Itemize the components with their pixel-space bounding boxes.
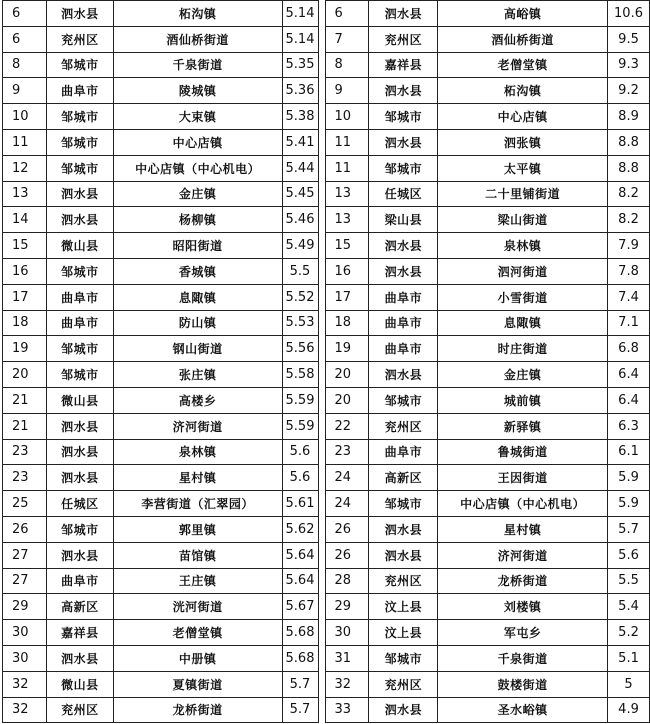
rank-cell: 8 bbox=[325, 52, 369, 78]
value-cell: 5.58 bbox=[282, 362, 318, 388]
town-cell: 高峪镇 bbox=[438, 1, 608, 27]
rank-cell: 7 bbox=[325, 26, 369, 52]
county-cell: 高新区 bbox=[369, 465, 438, 491]
county-cell: 邹城市 bbox=[46, 155, 113, 181]
county-cell: 邹城市 bbox=[46, 129, 113, 155]
county-cell: 泗水县 bbox=[46, 1, 113, 27]
town-cell: 千泉街道 bbox=[113, 52, 282, 78]
table-row bbox=[3, 491, 319, 517]
county-cell: 兖州区 bbox=[369, 26, 438, 52]
value-cell: 6.4 bbox=[608, 387, 650, 413]
town-cell: 中心店镇（中心机电） bbox=[438, 491, 608, 517]
town-cell: 济河街道 bbox=[113, 413, 282, 439]
table-row bbox=[3, 1, 319, 27]
value-cell: 9.5 bbox=[608, 26, 650, 52]
rank-cell: 6 bbox=[3, 1, 47, 27]
county-cell: 泗水县 bbox=[46, 207, 113, 233]
rank-cell: 9 bbox=[325, 78, 369, 104]
rank-cell: 24 bbox=[325, 491, 369, 517]
county-cell: 泗水县 bbox=[369, 129, 438, 155]
value-cell: 5.59 bbox=[282, 387, 318, 413]
table-row bbox=[3, 465, 319, 491]
town-cell: 星村镇 bbox=[438, 516, 608, 542]
value-cell: 5.14 bbox=[282, 26, 318, 52]
county-cell: 泗水县 bbox=[369, 233, 438, 259]
value-cell: 4.9 bbox=[608, 697, 650, 723]
table-row bbox=[325, 207, 650, 233]
table-row bbox=[3, 697, 319, 723]
town-cell: 泗张镇 bbox=[438, 129, 608, 155]
value-cell: 5.44 bbox=[282, 155, 318, 181]
town-cell: 金庄镇 bbox=[438, 362, 608, 388]
table-row bbox=[3, 52, 319, 78]
town-cell: 柘沟镇 bbox=[113, 1, 282, 27]
county-cell: 邹城市 bbox=[46, 362, 113, 388]
value-cell: 5.4 bbox=[608, 594, 650, 620]
value-cell: 5.62 bbox=[282, 516, 318, 542]
rank-cell: 32 bbox=[3, 671, 47, 697]
rank-cell: 15 bbox=[325, 233, 369, 259]
county-cell: 泗水县 bbox=[369, 542, 438, 568]
town-cell: 李营街道（汇翠园） bbox=[113, 491, 282, 517]
value-cell: 9.2 bbox=[608, 78, 650, 104]
left-ranking-table bbox=[2, 0, 319, 723]
town-cell: 柘沟镇 bbox=[438, 78, 608, 104]
value-cell: 5.7 bbox=[282, 697, 318, 723]
county-cell: 曲阜市 bbox=[369, 336, 438, 362]
table-row bbox=[3, 336, 319, 362]
value-cell: 10.6 bbox=[608, 1, 650, 27]
rank-cell: 11 bbox=[3, 129, 47, 155]
table-row bbox=[325, 594, 650, 620]
town-cell: 鲁城街道 bbox=[438, 439, 608, 465]
table-row bbox=[325, 181, 650, 207]
value-cell: 8.2 bbox=[608, 207, 650, 233]
rank-cell: 6 bbox=[3, 26, 47, 52]
county-cell: 曲阜市 bbox=[369, 284, 438, 310]
county-cell: 汶上县 bbox=[369, 594, 438, 620]
town-cell: 千泉街道 bbox=[438, 645, 608, 671]
rank-cell: 11 bbox=[325, 129, 369, 155]
county-cell: 泗水县 bbox=[369, 78, 438, 104]
rank-cell: 30 bbox=[325, 620, 369, 646]
rank-cell: 20 bbox=[325, 362, 369, 388]
county-cell: 任城区 bbox=[369, 181, 438, 207]
county-cell: 泗水县 bbox=[46, 542, 113, 568]
table-row bbox=[325, 52, 650, 78]
table-row bbox=[3, 542, 319, 568]
county-cell: 梁山县 bbox=[369, 207, 438, 233]
rank-cell: 30 bbox=[3, 645, 47, 671]
rank-cell: 15 bbox=[3, 233, 47, 259]
town-cell: 防山镇 bbox=[113, 310, 282, 336]
town-cell: 息陬镇 bbox=[438, 310, 608, 336]
town-cell: 老僧堂镇 bbox=[438, 52, 608, 78]
value-cell: 5.6 bbox=[282, 465, 318, 491]
rank-cell: 29 bbox=[325, 594, 369, 620]
town-cell: 新驿镇 bbox=[438, 413, 608, 439]
table-row bbox=[325, 362, 650, 388]
value-cell: 5.6 bbox=[282, 439, 318, 465]
town-cell: 王庄镇 bbox=[113, 568, 282, 594]
county-cell: 曲阜市 bbox=[46, 284, 113, 310]
rank-cell: 13 bbox=[325, 207, 369, 233]
value-cell: 5.45 bbox=[282, 181, 318, 207]
rank-cell: 22 bbox=[325, 413, 369, 439]
town-cell: 洸河街道 bbox=[113, 594, 282, 620]
right-ranking-table bbox=[325, 0, 650, 723]
table-row bbox=[325, 413, 650, 439]
table-row bbox=[3, 233, 319, 259]
county-cell: 任城区 bbox=[46, 491, 113, 517]
table-row bbox=[325, 336, 650, 362]
county-cell: 邹城市 bbox=[369, 491, 438, 517]
town-cell: 梁山街道 bbox=[438, 207, 608, 233]
table-row bbox=[3, 78, 319, 104]
table-row bbox=[3, 129, 319, 155]
town-cell: 息陬镇 bbox=[113, 284, 282, 310]
rank-cell: 26 bbox=[325, 516, 369, 542]
value-cell: 5.49 bbox=[282, 233, 318, 259]
value-cell: 6.1 bbox=[608, 439, 650, 465]
county-cell: 兖州区 bbox=[369, 671, 438, 697]
town-cell: 酒仙桥街道 bbox=[438, 26, 608, 52]
table-row bbox=[3, 413, 319, 439]
town-cell: 二十里铺街道 bbox=[438, 181, 608, 207]
table-row bbox=[325, 1, 650, 27]
rank-cell: 10 bbox=[325, 104, 369, 130]
table-row bbox=[3, 155, 319, 181]
county-cell: 曲阜市 bbox=[369, 310, 438, 336]
rank-cell: 32 bbox=[325, 671, 369, 697]
town-cell: 郭里镇 bbox=[113, 516, 282, 542]
county-cell: 曲阜市 bbox=[46, 568, 113, 594]
value-cell: 5.41 bbox=[282, 129, 318, 155]
value-cell: 5.6 bbox=[608, 542, 650, 568]
value-cell: 5.5 bbox=[608, 568, 650, 594]
county-cell: 邹城市 bbox=[369, 155, 438, 181]
value-cell: 5.68 bbox=[282, 620, 318, 646]
right-table-body bbox=[325, 1, 650, 723]
rank-cell: 33 bbox=[325, 697, 369, 723]
town-cell: 中册镇 bbox=[113, 645, 282, 671]
table-row bbox=[3, 26, 319, 52]
table-row bbox=[325, 465, 650, 491]
rank-cell: 21 bbox=[3, 387, 47, 413]
value-cell: 5.64 bbox=[282, 542, 318, 568]
rank-cell: 6 bbox=[325, 1, 369, 27]
town-cell: 龙桥街道 bbox=[438, 568, 608, 594]
town-cell: 星村镇 bbox=[113, 465, 282, 491]
table-row bbox=[3, 594, 319, 620]
town-cell: 泉林镇 bbox=[113, 439, 282, 465]
county-cell: 泗水县 bbox=[46, 413, 113, 439]
value-cell: 5.36 bbox=[282, 78, 318, 104]
rank-cell: 14 bbox=[3, 207, 47, 233]
value-cell: 8.8 bbox=[608, 129, 650, 155]
county-cell: 泗水县 bbox=[369, 258, 438, 284]
value-cell: 5.52 bbox=[282, 284, 318, 310]
table-row bbox=[3, 645, 319, 671]
table-row bbox=[3, 104, 319, 130]
value-cell: 6.3 bbox=[608, 413, 650, 439]
town-cell: 大束镇 bbox=[113, 104, 282, 130]
table-row bbox=[3, 362, 319, 388]
value-cell: 5.9 bbox=[608, 465, 650, 491]
rank-cell: 31 bbox=[325, 645, 369, 671]
rank-cell: 12 bbox=[3, 155, 47, 181]
town-cell: 圣水峪镇 bbox=[438, 697, 608, 723]
county-cell: 微山县 bbox=[46, 387, 113, 413]
rank-cell: 20 bbox=[325, 387, 369, 413]
table-row bbox=[3, 310, 319, 336]
rank-cell: 9 bbox=[3, 78, 47, 104]
left-table-body bbox=[3, 1, 319, 723]
town-cell: 钢山街道 bbox=[113, 336, 282, 362]
rank-cell: 27 bbox=[3, 568, 47, 594]
rank-cell: 20 bbox=[3, 362, 47, 388]
table-row bbox=[3, 387, 319, 413]
town-cell: 龙桥街道 bbox=[113, 697, 282, 723]
table-row bbox=[325, 568, 650, 594]
county-cell: 泗水县 bbox=[46, 645, 113, 671]
rank-cell: 32 bbox=[3, 697, 47, 723]
county-cell: 高新区 bbox=[46, 594, 113, 620]
rank-cell: 21 bbox=[3, 413, 47, 439]
town-cell: 中心店镇（中心机电） bbox=[113, 155, 282, 181]
county-cell: 泗水县 bbox=[369, 516, 438, 542]
value-cell: 5.7 bbox=[608, 516, 650, 542]
town-cell: 中心店镇 bbox=[113, 129, 282, 155]
table-row bbox=[325, 104, 650, 130]
county-cell: 汶上县 bbox=[369, 620, 438, 646]
town-cell: 中心店镇 bbox=[438, 104, 608, 130]
town-cell: 泉林镇 bbox=[438, 233, 608, 259]
value-cell: 5.61 bbox=[282, 491, 318, 517]
value-cell: 5.56 bbox=[282, 336, 318, 362]
county-cell: 曲阜市 bbox=[46, 78, 113, 104]
county-cell: 嘉祥县 bbox=[46, 620, 113, 646]
county-cell: 邹城市 bbox=[46, 258, 113, 284]
town-cell: 苗馆镇 bbox=[113, 542, 282, 568]
value-cell: 5.53 bbox=[282, 310, 318, 336]
county-cell: 邹城市 bbox=[369, 387, 438, 413]
county-cell: 兖州区 bbox=[369, 413, 438, 439]
rank-cell: 27 bbox=[3, 542, 47, 568]
town-cell: 王因街道 bbox=[438, 465, 608, 491]
table-row bbox=[325, 155, 650, 181]
value-cell: 5.38 bbox=[282, 104, 318, 130]
rank-cell: 28 bbox=[325, 568, 369, 594]
county-cell: 邹城市 bbox=[46, 104, 113, 130]
table-row bbox=[3, 181, 319, 207]
table-row bbox=[3, 516, 319, 542]
rank-cell: 26 bbox=[3, 516, 47, 542]
ranking-tables bbox=[2, 0, 650, 723]
town-cell: 张庄镇 bbox=[113, 362, 282, 388]
town-cell: 金庄镇 bbox=[113, 181, 282, 207]
county-cell: 泗水县 bbox=[369, 1, 438, 27]
town-cell: 老僧堂镇 bbox=[113, 620, 282, 646]
table-row bbox=[3, 620, 319, 646]
rank-cell: 30 bbox=[3, 620, 47, 646]
table-row bbox=[3, 258, 319, 284]
value-cell: 5.46 bbox=[282, 207, 318, 233]
table-row bbox=[3, 671, 319, 697]
table-row bbox=[325, 439, 650, 465]
table-row bbox=[325, 491, 650, 517]
rank-cell: 11 bbox=[325, 155, 369, 181]
value-cell: 5.67 bbox=[282, 594, 318, 620]
table-row bbox=[325, 671, 650, 697]
value-cell: 5.68 bbox=[282, 645, 318, 671]
table-row bbox=[325, 258, 650, 284]
county-cell: 微山县 bbox=[46, 233, 113, 259]
town-cell: 刘楼镇 bbox=[438, 594, 608, 620]
value-cell: 5.2 bbox=[608, 620, 650, 646]
value-cell: 8.8 bbox=[608, 155, 650, 181]
town-cell: 陵城镇 bbox=[113, 78, 282, 104]
town-cell: 高楼乡 bbox=[113, 387, 282, 413]
rank-cell: 24 bbox=[325, 465, 369, 491]
table-row bbox=[325, 645, 650, 671]
rank-cell: 13 bbox=[3, 181, 47, 207]
rank-cell: 16 bbox=[325, 258, 369, 284]
town-cell: 鼓楼街道 bbox=[438, 671, 608, 697]
county-cell: 泗水县 bbox=[46, 465, 113, 491]
table-row bbox=[325, 129, 650, 155]
value-cell: 7.8 bbox=[608, 258, 650, 284]
town-cell: 香城镇 bbox=[113, 258, 282, 284]
rank-cell: 17 bbox=[325, 284, 369, 310]
town-cell: 酒仙桥街道 bbox=[113, 26, 282, 52]
value-cell: 7.4 bbox=[608, 284, 650, 310]
county-cell: 兖州区 bbox=[46, 697, 113, 723]
town-cell: 时庄街道 bbox=[438, 336, 608, 362]
rank-cell: 18 bbox=[3, 310, 47, 336]
rank-cell: 18 bbox=[325, 310, 369, 336]
town-cell: 城前镇 bbox=[438, 387, 608, 413]
rank-cell: 13 bbox=[325, 181, 369, 207]
value-cell: 5.35 bbox=[282, 52, 318, 78]
town-cell: 军屯乡 bbox=[438, 620, 608, 646]
table-row bbox=[325, 26, 650, 52]
value-cell: 8.9 bbox=[608, 104, 650, 130]
rank-cell: 19 bbox=[3, 336, 47, 362]
table-row bbox=[325, 310, 650, 336]
table-row bbox=[3, 284, 319, 310]
rank-cell: 10 bbox=[3, 104, 47, 130]
table-row bbox=[325, 78, 650, 104]
value-cell: 5.9 bbox=[608, 491, 650, 517]
rank-cell: 23 bbox=[325, 439, 369, 465]
rank-cell: 17 bbox=[3, 284, 47, 310]
county-cell: 泗水县 bbox=[369, 697, 438, 723]
rank-cell: 26 bbox=[325, 542, 369, 568]
county-cell: 邹城市 bbox=[46, 336, 113, 362]
table-row bbox=[325, 620, 650, 646]
county-cell: 嘉祥县 bbox=[369, 52, 438, 78]
county-cell: 曲阜市 bbox=[369, 439, 438, 465]
table-row bbox=[325, 233, 650, 259]
table-row bbox=[325, 516, 650, 542]
table-row bbox=[3, 207, 319, 233]
county-cell: 曲阜市 bbox=[46, 310, 113, 336]
value-cell: 5.14 bbox=[282, 1, 318, 27]
value-cell: 5.64 bbox=[282, 568, 318, 594]
town-cell: 夏镇街道 bbox=[113, 671, 282, 697]
value-cell: 6.8 bbox=[608, 336, 650, 362]
rank-cell: 23 bbox=[3, 439, 47, 465]
value-cell: 6.4 bbox=[608, 362, 650, 388]
county-cell: 兖州区 bbox=[46, 26, 113, 52]
town-cell: 济河街道 bbox=[438, 542, 608, 568]
county-cell: 泗水县 bbox=[369, 362, 438, 388]
value-cell: 9.3 bbox=[608, 52, 650, 78]
rank-cell: 19 bbox=[325, 336, 369, 362]
rank-cell: 16 bbox=[3, 258, 47, 284]
value-cell: 7.1 bbox=[608, 310, 650, 336]
table-row bbox=[325, 387, 650, 413]
table-row bbox=[325, 697, 650, 723]
table-row bbox=[3, 439, 319, 465]
town-cell: 小雪街道 bbox=[438, 284, 608, 310]
table-row bbox=[3, 568, 319, 594]
value-cell: 7.9 bbox=[608, 233, 650, 259]
town-cell: 昭阳街道 bbox=[113, 233, 282, 259]
town-cell: 泗河街道 bbox=[438, 258, 608, 284]
county-cell: 泗水县 bbox=[46, 439, 113, 465]
value-cell: 5.59 bbox=[282, 413, 318, 439]
county-cell: 邹城市 bbox=[46, 516, 113, 542]
value-cell: 5.5 bbox=[282, 258, 318, 284]
rank-cell: 8 bbox=[3, 52, 47, 78]
county-cell: 微山县 bbox=[46, 671, 113, 697]
county-cell: 邹城市 bbox=[46, 52, 113, 78]
rank-cell: 29 bbox=[3, 594, 47, 620]
county-cell: 兖州区 bbox=[369, 568, 438, 594]
county-cell: 邹城市 bbox=[369, 645, 438, 671]
rank-cell: 25 bbox=[3, 491, 47, 517]
value-cell: 8.2 bbox=[608, 181, 650, 207]
county-cell: 邹城市 bbox=[369, 104, 438, 130]
table-row bbox=[325, 284, 650, 310]
value-cell: 5.7 bbox=[282, 671, 318, 697]
value-cell: 5.1 bbox=[608, 645, 650, 671]
value-cell: 5 bbox=[608, 671, 650, 697]
rank-cell: 23 bbox=[3, 465, 47, 491]
town-cell: 杨柳镇 bbox=[113, 207, 282, 233]
town-cell: 太平镇 bbox=[438, 155, 608, 181]
county-cell: 泗水县 bbox=[46, 181, 113, 207]
table-row bbox=[325, 542, 650, 568]
